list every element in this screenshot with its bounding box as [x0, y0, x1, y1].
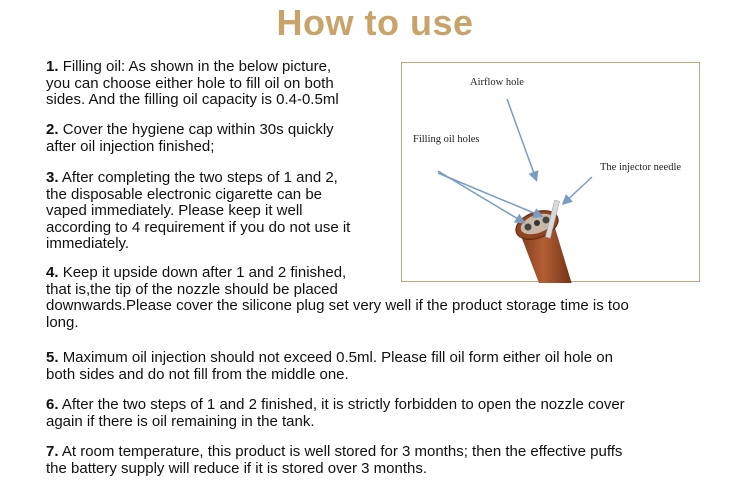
- step-text-line: immediately.: [46, 235, 130, 252]
- step-text-line: you can choose either hole to fill oil on both: [46, 74, 334, 92]
- step-1: [46, 59, 339, 109]
- device-diagram: [402, 63, 701, 283]
- step-text-line: the battery supply will reduce if it is stored over 3 months.: [46, 459, 428, 477]
- step-text-line: Keep it upside down after 1 and 2 finished,: [62, 264, 347, 281]
- airflow-hole: [534, 220, 540, 226]
- oil-hole-right: [543, 217, 550, 224]
- step-text-line: after oil injection finished;: [46, 137, 215, 155]
- step-7: [46, 444, 622, 477]
- step-number: 6.: [46, 396, 59, 413]
- airflow-arrow: [507, 99, 536, 179]
- step-text-line: again if there is oil remaining in the tank.: [46, 412, 315, 430]
- airflow-hole-label: Airflow hole: [470, 77, 524, 88]
- step-6: [46, 397, 625, 430]
- step-text-line: After completing the two steps of 1 and 2,: [61, 169, 338, 186]
- step-number: 5.: [46, 349, 59, 366]
- step-2: [46, 122, 334, 155]
- step-text-line: sides. And the filling oil capacity is 0.4-0.5ml: [46, 91, 339, 108]
- step-number: 1.: [46, 58, 59, 75]
- step-text-line: according to 4 requirement if you do not use it: [46, 218, 351, 236]
- step-text-line: that is,the tip of the nozzle should be placed: [46, 280, 338, 298]
- oil-hole-left: [525, 224, 532, 231]
- step-text-line: the disposable electronic cigarette can be: [46, 185, 323, 203]
- step-text-line: Maximum oil injection should not exceed 0.5ml. Please fill oil form either oil hole on: [62, 349, 613, 366]
- cartridge-body: [512, 205, 574, 283]
- step-number: 3.: [46, 169, 59, 186]
- needle-arrow: [564, 177, 592, 203]
- step-text-line: Filling oil: As shown in the below picture,: [62, 58, 332, 75]
- injector-needle-label: The injector needle: [600, 162, 682, 173]
- step-text-line: After the two steps of 1 and 2 finished, it is strictly forbidden to open the nozzle cover: [61, 396, 625, 413]
- step-5: [46, 350, 613, 383]
- step-text-line: downwards.Please cover the silicone plug set very well if the product storage time is too: [46, 297, 629, 314]
- step-3: [46, 170, 350, 253]
- step-text-line: Cover the hygiene cap within 30s quickly: [62, 121, 334, 138]
- filling-arrow-right: [438, 173, 541, 216]
- step-text-line: both sides and do not fill from the middle one.: [46, 365, 349, 383]
- page-title: How to use: [276, 2, 474, 43]
- step-number: 2.: [46, 121, 59, 138]
- step-text-line: long.: [46, 313, 79, 331]
- filling-oil-holes-label: Filling oil holes: [413, 134, 480, 145]
- step-number: 7.: [46, 443, 59, 460]
- oil-filling-illustration: [401, 62, 700, 282]
- step-text-line: At room temperature, this product is well stored for 3 months; then the effective puffs: [61, 443, 623, 460]
- step-text-line: vaped immediately. Please keep it well: [46, 202, 303, 219]
- step-number: 4.: [46, 264, 59, 281]
